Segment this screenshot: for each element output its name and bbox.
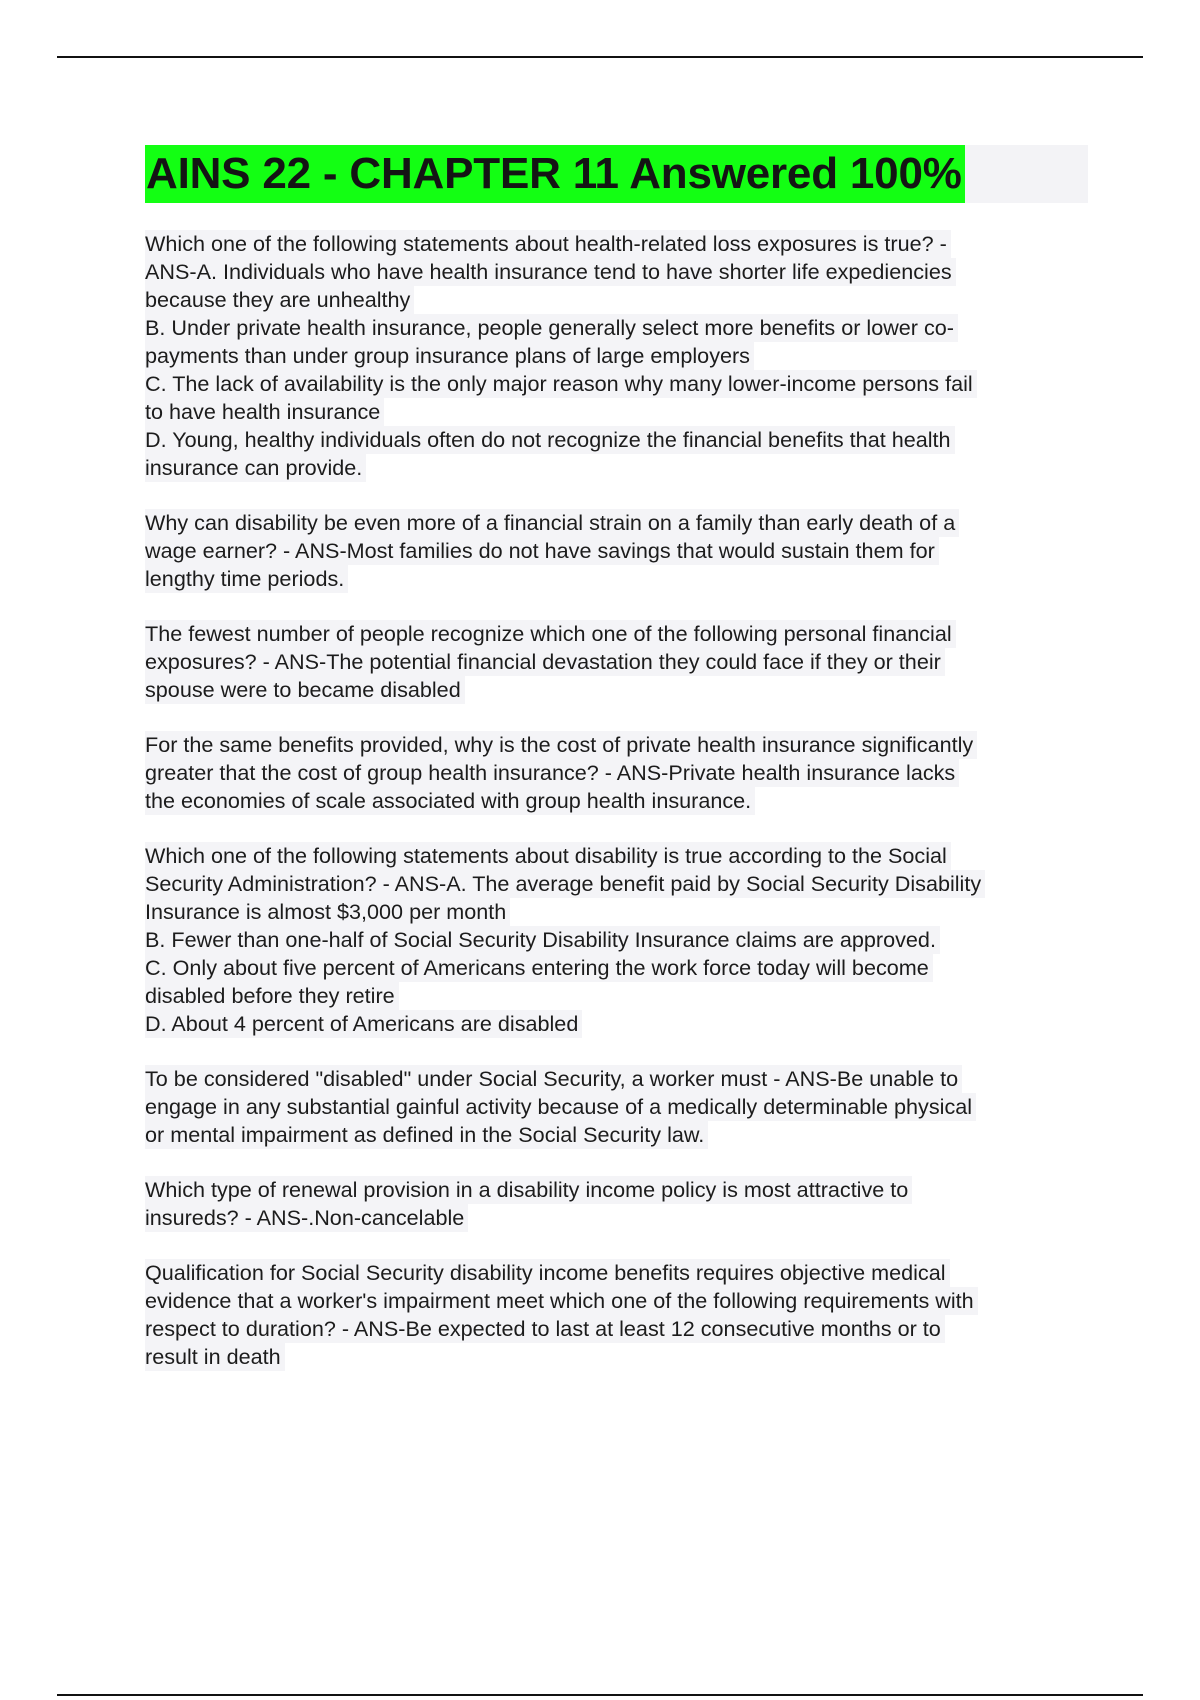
bottom-rule bbox=[57, 1694, 1143, 1696]
qa-text-line: C. Only about five percent of Americans entering the work force today will become bbox=[145, 954, 933, 982]
qa-text-line: Security Administration? - ANS-A. The average benefit paid by Social Security Disability bbox=[145, 870, 985, 898]
qa-text-line: wage earner? - ANS-Most families do not have savings that would sustain them for bbox=[145, 537, 939, 565]
document-title: AINS 22 - CHAPTER 11 Answered 100% bbox=[145, 145, 965, 203]
qa-text-line: Insurance is almost $3,000 per month bbox=[145, 898, 510, 926]
qa-text-line: engage in any substantial gainful activity because of a medically determinable physical bbox=[145, 1093, 976, 1121]
qa-text-line: Qualification for Social Security disability income benefits requires objective medical bbox=[145, 1259, 950, 1287]
qa-text-line: Which one of the following statements about health-related loss exposures is true? - bbox=[145, 230, 951, 258]
qa-item bbox=[145, 620, 1090, 704]
qa-text-line: ANS-A. Individuals who have health insurance tend to have shorter life expediencies bbox=[145, 258, 956, 286]
qa-text-line: Which type of renewal provision in a disability income policy is most attractive to bbox=[145, 1176, 912, 1204]
qa-item bbox=[145, 731, 1090, 815]
qa-text-line: lengthy time periods. bbox=[145, 565, 348, 593]
qa-text-line: To be considered "disabled" under Social Security, a worker must - ANS-Be unable to bbox=[145, 1065, 962, 1093]
qa-text-line: insurance can provide. bbox=[145, 454, 366, 482]
qa-text-line: result in death bbox=[145, 1343, 285, 1371]
qa-text-line: spouse were to became disabled bbox=[145, 676, 465, 704]
top-rule bbox=[57, 56, 1143, 58]
qa-text-line: exposures? - ANS-The potential financial devastation they could face if they or their bbox=[145, 648, 945, 676]
qa-text-line: because they are unhealthy bbox=[145, 286, 414, 314]
qa-text-line: disabled before they retire bbox=[145, 982, 399, 1010]
qa-text-line: Why can disability be even more of a financial strain on a family than early death of a bbox=[145, 509, 959, 537]
qa-text-line: D. Young, healthy individuals often do not recognize the financial benefits that health bbox=[145, 426, 955, 454]
qa-text-line: the economies of scale associated with group health insurance. bbox=[145, 787, 755, 815]
title-band bbox=[145, 145, 1088, 203]
qa-text-line: The fewest number of people recognize which one of the following personal financial bbox=[145, 620, 956, 648]
qa-item bbox=[145, 1065, 1090, 1149]
qa-item bbox=[145, 842, 1090, 1038]
qa-text-line: For the same benefits provided, why is the cost of private health insurance significantly bbox=[145, 731, 977, 759]
qa-text-line: insureds? - ANS-.Non-cancelable bbox=[145, 1204, 468, 1232]
qa-item bbox=[145, 230, 1090, 482]
document-body bbox=[145, 145, 1090, 1398]
qa-text-line: C. The lack of availability is the only major reason why many lower-income persons fail bbox=[145, 370, 977, 398]
qa-item bbox=[145, 509, 1090, 593]
qa-item bbox=[145, 1259, 1090, 1371]
qa-item bbox=[145, 1176, 1090, 1232]
qa-text-line: Which one of the following statements about disability is true according to the Social bbox=[145, 842, 951, 870]
qa-text-line: evidence that a worker's impairment meet which one of the following requirements with bbox=[145, 1287, 978, 1315]
qa-text-line: payments than under group insurance plans of large employers bbox=[145, 342, 754, 370]
qa-text-line: D. About 4 percent of Americans are disabled bbox=[145, 1010, 582, 1038]
qa-text-line: B. Fewer than one-half of Social Security Disability Insurance claims are approved. bbox=[145, 926, 940, 954]
qa-text-line: to have health insurance bbox=[145, 398, 384, 426]
qa-text-line: B. Under private health insurance, people generally select more benefits or lower co- bbox=[145, 314, 958, 342]
qa-text-line: or mental impairment as defined in the Social Security law. bbox=[145, 1121, 708, 1149]
qa-text-line: respect to duration? - ANS-Be expected to last at least 12 consecutive months or to bbox=[145, 1315, 945, 1343]
qa-list bbox=[145, 230, 1090, 1371]
qa-text-line: greater that the cost of group health insurance? - ANS-Private health insurance lacks bbox=[145, 759, 959, 787]
